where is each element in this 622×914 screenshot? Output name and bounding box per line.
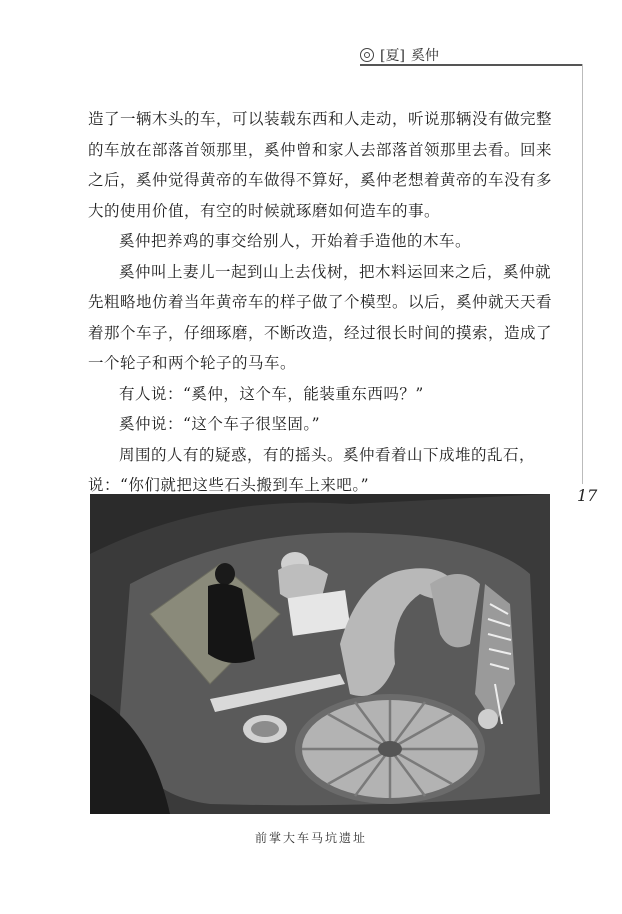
header-rule (360, 64, 582, 66)
header-name: 奚仲 (410, 48, 439, 64)
circle-target-icon (360, 48, 374, 62)
body-text (88, 104, 560, 501)
paragraph-1: 造了一辆木头的车，可以装载东西和人走动，听说那辆没有做完整的车放在部落首领那里，奚仲曾和家人去部落首领那里去看。回来之后，奚仲觉得黄帝的车做得不算好，奚仲老想着黄帝的车没有多大的使用价值，有空的时候就琢磨如何造车的事。 (88, 110, 553, 220)
header-dynasty: [夏] (380, 48, 405, 64)
side-rule (582, 64, 583, 484)
paragraph-6: 周围的人有的疑惑，有的摇头。奚仲看着山下成堆的乱石，说：“你们就把这些石头搬到车上来吧。” (88, 445, 536, 494)
paragraph-2: 奚仲把养鸡的事交给别人，开始着手造他的木车。 (119, 232, 472, 250)
chariot-pit-photo (90, 494, 550, 814)
running-header (360, 44, 590, 66)
photo-caption: 前掌大车马坑遗址 (254, 831, 367, 845)
paragraph-5: 奚仲说：“这个车子很坚固。” (119, 415, 321, 433)
paragraph-3: 奚仲叫上妻儿一起到山上去伐树，把木料运回来之后，奚仲就先粗略地仿着当年黄帝车的样子做了个模型。以后，奚仲就天天看着那个车子，仔细琢磨，不断改造，经过很长时间的摸索，造成了一个轮子和两个轮子的马车。 (88, 262, 553, 372)
paragraph-4: 有人说：“奚仲，这个车，能装重东西吗？” (119, 384, 424, 403)
page-number: 17 (577, 486, 598, 505)
